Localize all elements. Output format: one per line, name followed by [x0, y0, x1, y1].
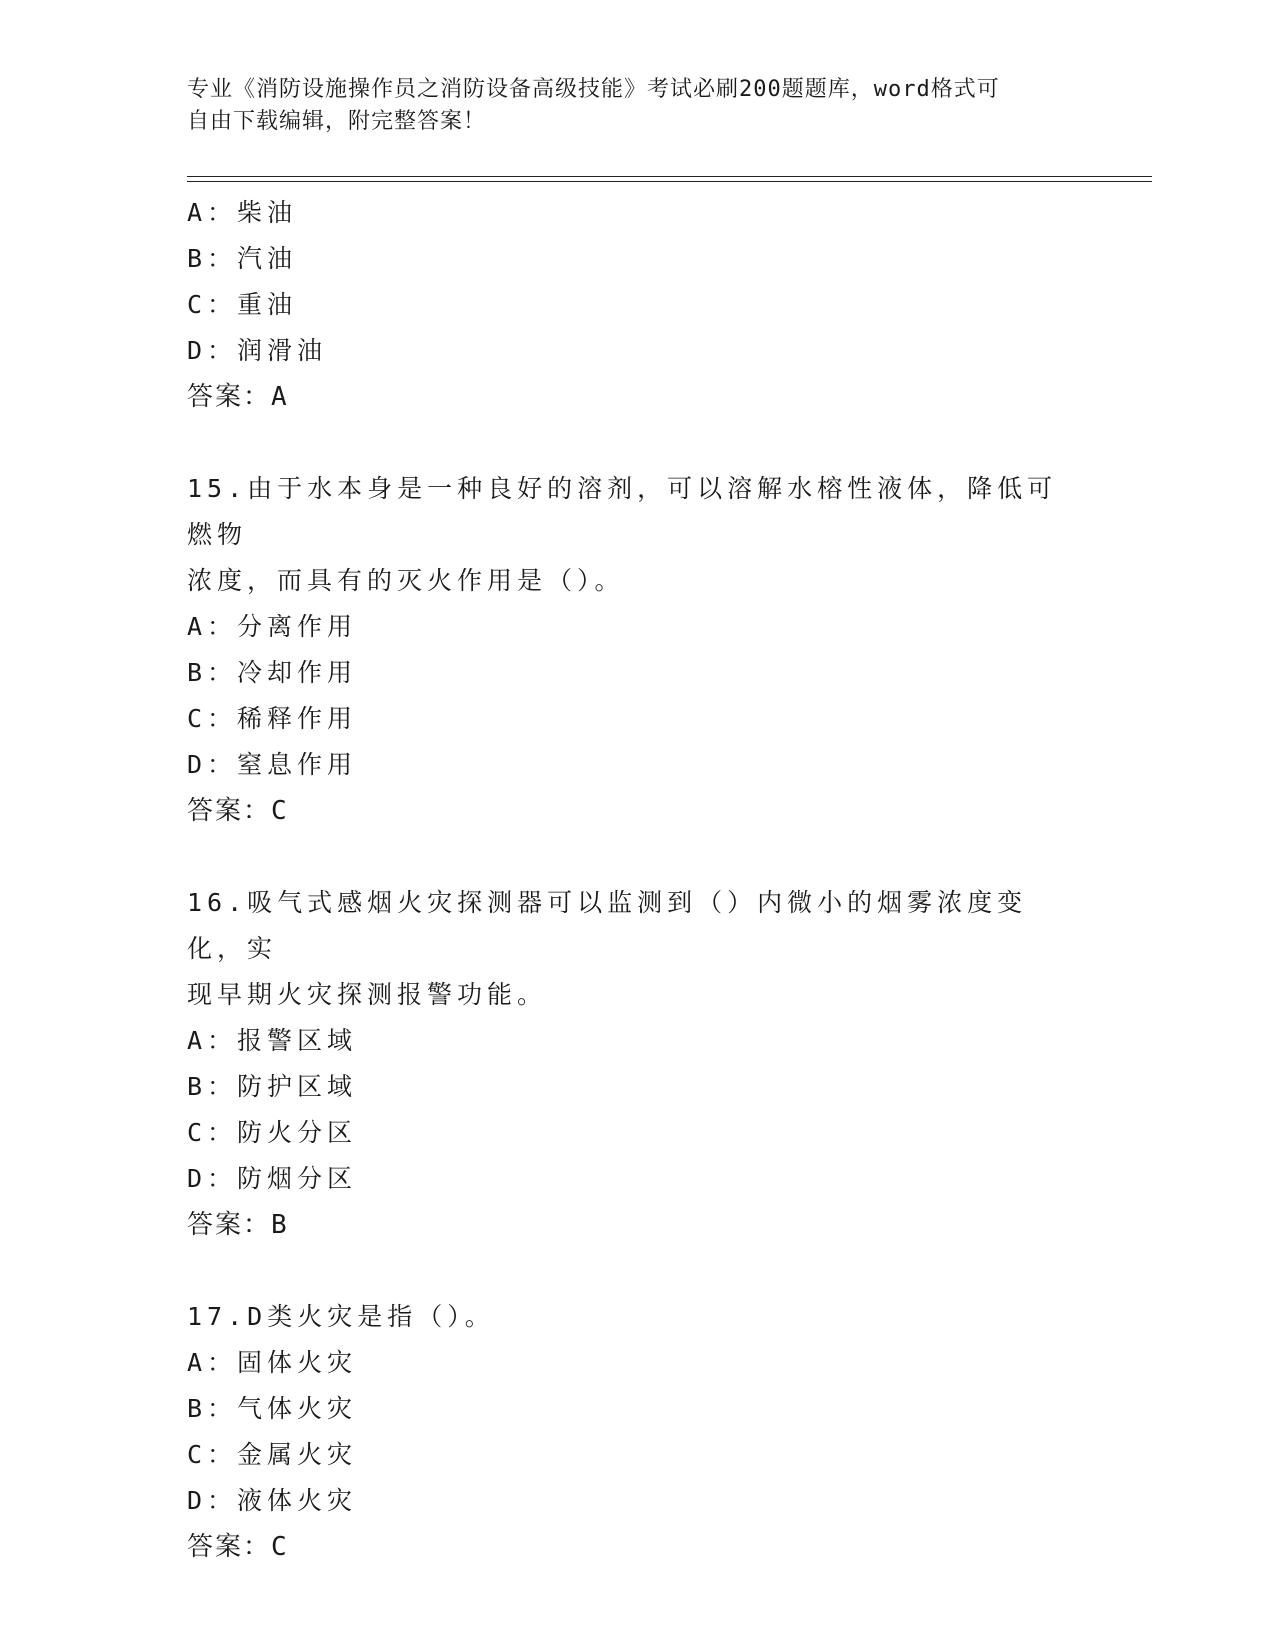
question-stem-line-1: 16.吸气式感烟火灾探测器可以监测到（）内微小的烟雾浓度变化，实 — [187, 888, 1028, 963]
header-line-1: 专业《消防设施操作员之消防设备高级技能》考试必刷200题题库，word格式可 — [187, 77, 1000, 102]
option-d: D：防烟分区 — [187, 1164, 358, 1193]
option-c: C：重油 — [187, 290, 298, 319]
option-d: D：窒息作用 — [187, 750, 358, 779]
option-b: B：防护区域 — [187, 1072, 358, 1101]
document-header — [187, 74, 1067, 138]
question-stem-line-1: 17.D类火灾是指（）。 — [187, 1302, 495, 1331]
option-d: D：液体火灾 — [187, 1486, 358, 1515]
answer-line: 答案：A — [187, 382, 289, 412]
question-stem — [187, 880, 1087, 1018]
option-b: B：冷却作用 — [187, 658, 358, 687]
question-stem — [187, 466, 1087, 604]
option-a: A：柴油 — [187, 198, 298, 227]
question-15 — [187, 466, 1087, 834]
option-c: C：稀释作用 — [187, 704, 358, 733]
option-d: D：润滑油 — [187, 336, 328, 365]
question-16 — [187, 880, 1087, 1248]
answer-line: 答案：B — [187, 1210, 289, 1240]
answer-line: 答案：C — [187, 796, 289, 826]
question-list — [187, 190, 1087, 1570]
header-divider-bottom — [187, 181, 1152, 182]
option-a: A：分离作用 — [187, 612, 358, 641]
answer-line: 答案：C — [187, 1532, 289, 1562]
question-17 — [187, 1294, 1087, 1570]
question-stem-line-2: 现早期火灾探测报警功能。 — [187, 980, 548, 1009]
option-a: A：固体火灾 — [187, 1348, 358, 1377]
question-stem-line-1: 15.由于水本身是一种良好的溶剂，可以溶解水榕性液体，降低可燃物 — [187, 474, 1058, 549]
option-a: A：报警区域 — [187, 1026, 358, 1055]
header-line-2: 自由下载编辑，附完整答案！ — [187, 109, 487, 134]
question-14 — [187, 190, 1087, 420]
option-b: B：气体火灾 — [187, 1394, 358, 1423]
option-c: C：金属火灾 — [187, 1440, 358, 1469]
question-stem-line-2: 浓度，而具有的灭火作用是（）。 — [187, 566, 625, 595]
header-divider-top — [187, 176, 1152, 177]
question-stem — [187, 1294, 1087, 1340]
option-b: B：汽油 — [187, 244, 298, 273]
option-c: C：防火分区 — [187, 1118, 358, 1147]
